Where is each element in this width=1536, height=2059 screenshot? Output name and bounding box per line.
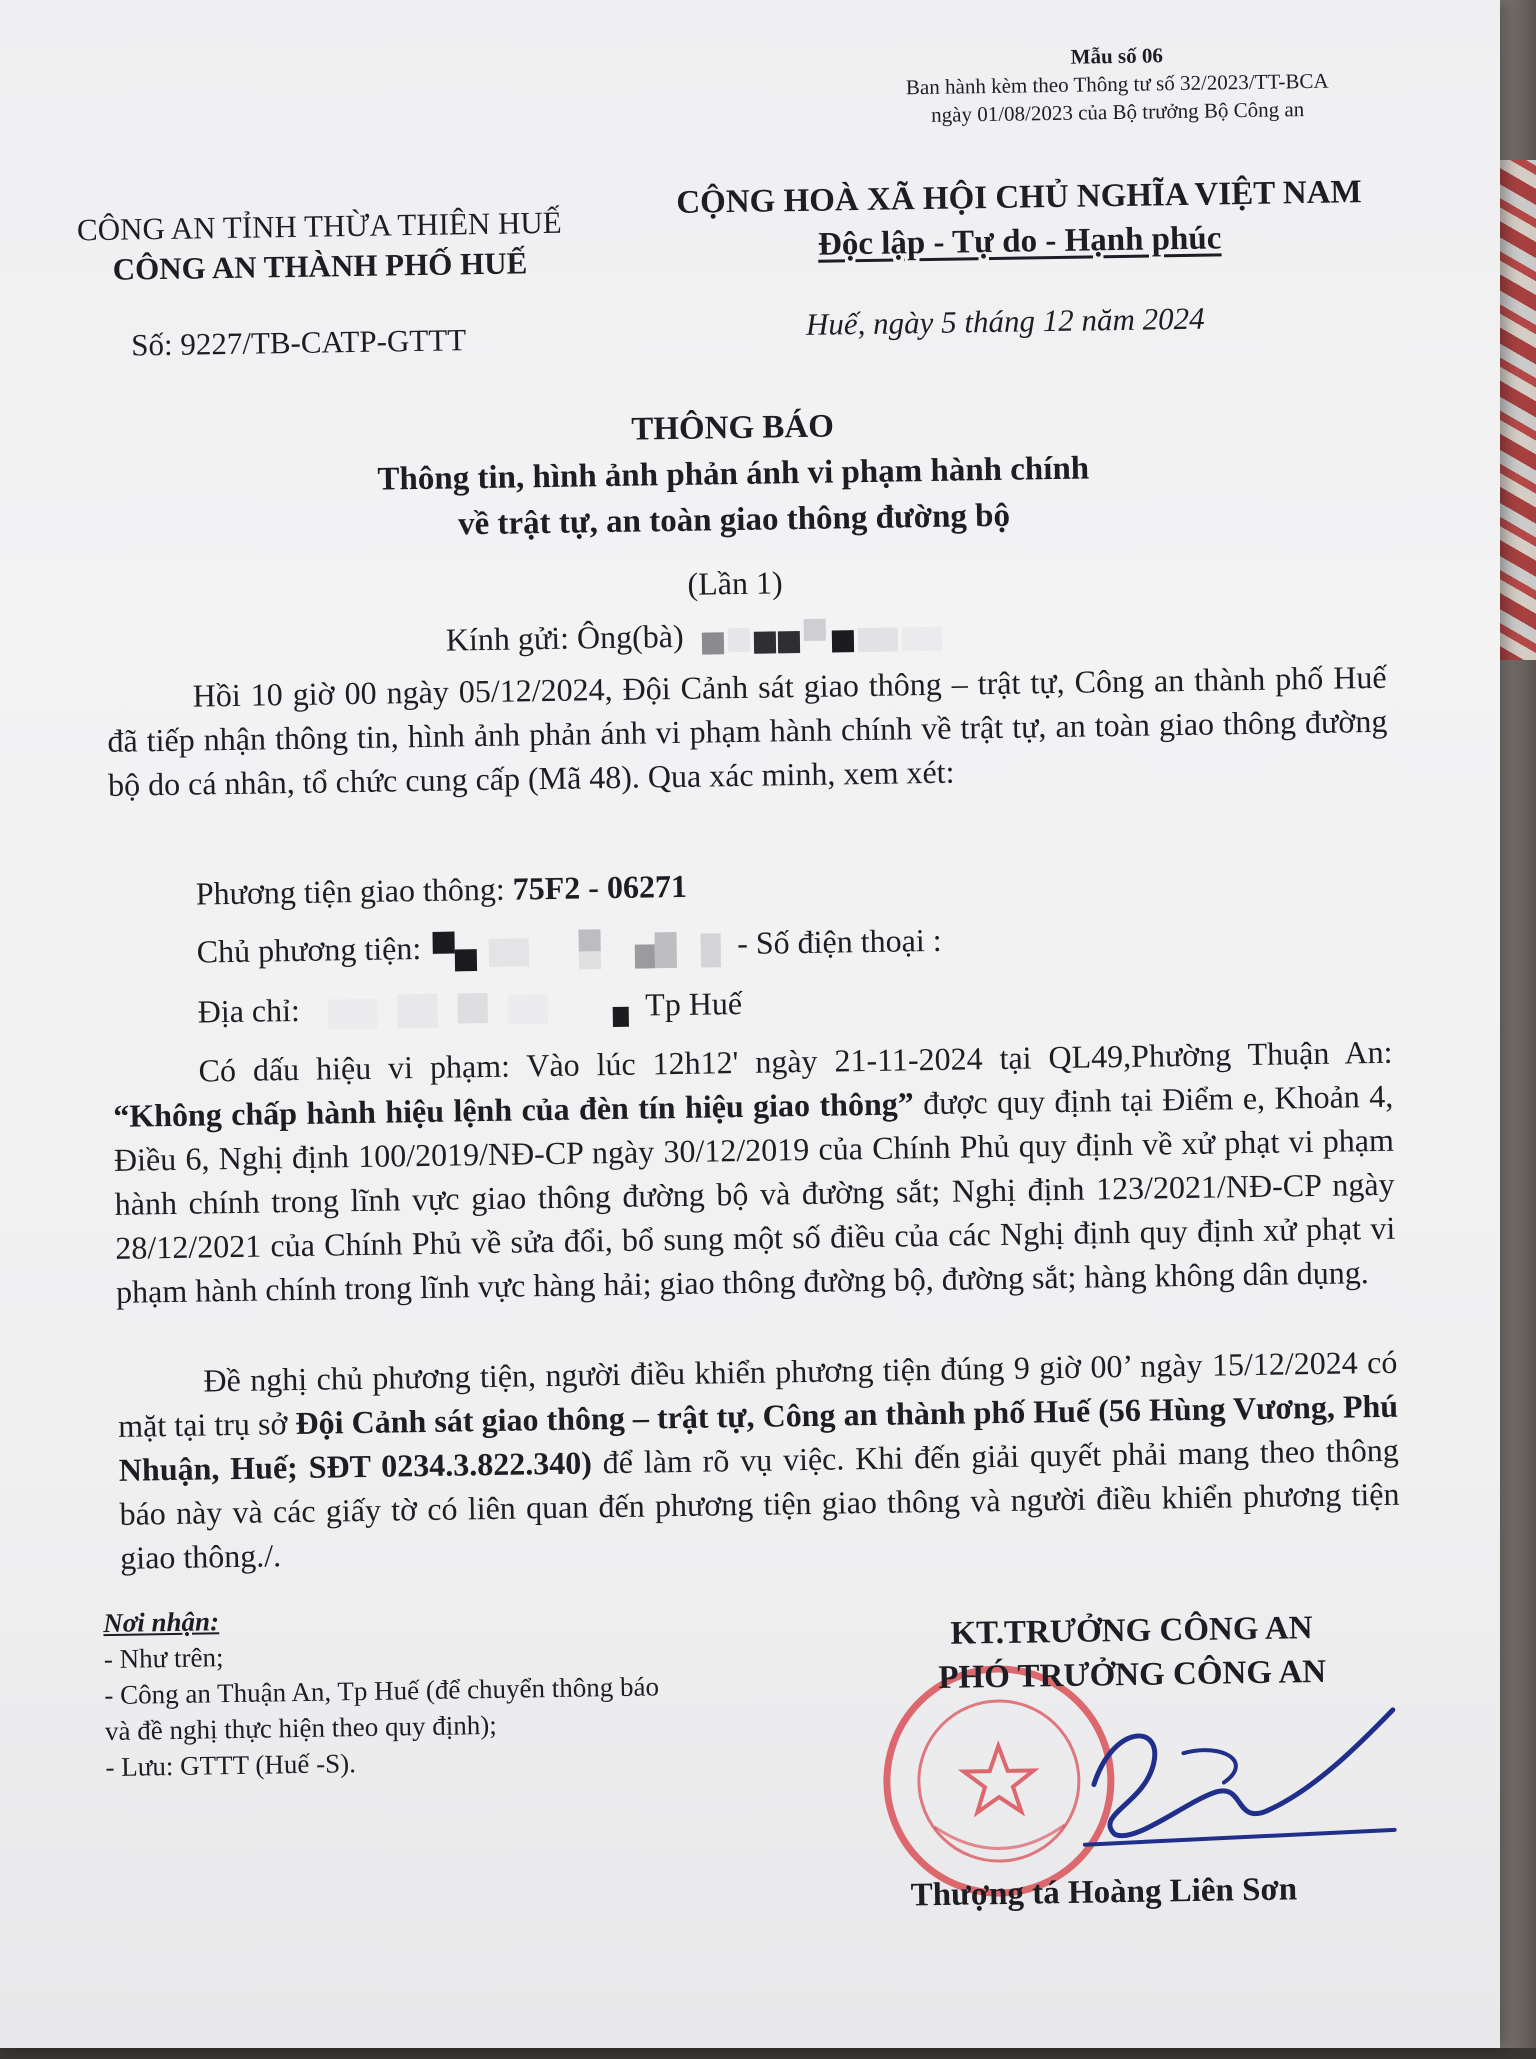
recipients-line1: - Như trên; [103,1642,224,1675]
paragraph-request [117,1340,1400,1580]
form-number: Mẫu số 06 [1070,43,1164,69]
title-line3: về trật tự, an toàn giao thông đường bộ [457,497,1011,543]
paragraph-intro: Hồi 10 giờ 00 ngày 05/12/2024, Đội Cảnh sát giao thông – trật tự, Công an thành phố Huế đã tiếp nhận thông tin, hình ảnh phản ánh vi phạm hành chính về trật tự, an toàn giao thông đường bộ do cá nhân, tổ chức cung cấp (Mã 48). Qua xác minh, xem xét: [107,658,1388,803]
recipients-block [103,1596,660,1785]
paragraph-violation [112,1030,1396,1314]
recipient-label: Kính gửi: Ông(bà) [445,617,684,658]
national-header [649,170,1390,270]
recipients-line4: - Lưu: GTTT (Huế -S). [105,1748,357,1783]
signer-line2: PHÓ TRƯỞNG CÔNG AN [938,1653,1327,1696]
recipients-line3: và đề nghị thực hiện theo quy định); [104,1709,497,1747]
recipients-line2: - Công an Thuận An, Tp Huế (để chuyển thông báo [104,1671,660,1711]
vehicle-field [196,868,688,913]
address-label: Địa chỉ: [197,991,301,1030]
vehicle-plate: 75F2 - 06271 [512,867,688,907]
document-number: Số: 9227/TB-CATP-GTTT [130,322,467,363]
signer-name: Thượng tá Hoàng Liên Sơn [910,1871,1298,1914]
document-date: Huế, ngày 5 tháng 12 năm 2024 [805,300,1205,342]
redacted-owner [429,927,730,972]
nation-name: CỘNG HOÀ XÃ HỘI CHỦ NGHĨA VIỆT NAM [676,174,1362,221]
request-part2: để làm rõ vụ việc. Khi đến giải quyết phải mang theo thông báo này và các giấy tờ có liên quan đến phương tiện giao thông và người điều khiển phương tiện giao thông./. [119,1431,1400,1576]
document-title [232,397,1234,551]
form-issued-line1: Ban hành kèm theo Thông tư số 32/2023/TT-BCA [905,68,1329,100]
nation-motto: Độc lập - Tự do - Hạnh phúc [817,220,1222,263]
title-main: THÔNG BÁO [631,408,835,448]
owner-label: Chủ phương tiện: [196,930,422,970]
address-city: Tp Huế [644,984,743,1023]
owner-field [196,922,941,975]
background-fabric [1496,160,1536,660]
recipients-title: Nơi nhận: [103,1606,220,1639]
vehicle-label: Phương tiện giao thông: [195,870,513,912]
phone-label: - Số điện thoại : [736,921,942,962]
redacted-name [691,616,952,658]
address-field [197,985,742,1035]
form-issued-line2: ngày 01/08/2023 của Bộ trưởng Bộ Công an [930,97,1305,127]
request-office: Đội Cảnh sát giao thông – trật tự, Công an thành phố Huế (56 Hùng Vương, Phú Nhuận, Huế; SĐT 0234.3.822.340) [118,1387,1399,1488]
agency-parent: CÔNG AN TỈNH THỪA THIÊN HUẾ [76,204,562,248]
handwritten-signature [1072,1680,1405,1855]
issuing-agency [49,202,590,290]
signer-line1: KT.TRƯỞNG CÔNG AN [950,1610,1313,1652]
violation-intro: Có dấu hiệu vi phạm: Vào lúc 12h12' ngày 21-11-2024 tại QL49,Phường Thuận An: [198,1033,1393,1089]
redacted-address [308,988,639,1033]
recipient-line [446,614,952,663]
attempt-number: (Lần 1) [687,564,783,602]
form-header [847,38,1388,130]
violation-legal-basis: được quy định tại Điểm e, Khoản 4, Điều 6, Nghị định 100/2019/NĐ-CP ngày 30/12/2019 của Chính Phủ quy định về xử phạt vi phạm hành chính trong lĩnh vực giao thông đường bộ và đường sắt; Nghị định 123/2021/NĐ-CP ngày 28/12/2021 của Chính Phủ về sửa đổi, bổ sung một số điều của các Nghị định quy định xử phạt vi phạm hành chính trong lĩnh vực hàng hải; giao thông đường bộ, đường sắt; hàng không dân dụng. [113,1077,1396,1310]
agency-name: CÔNG AN THÀNH PHỐ HUẾ [112,245,528,287]
violation-quote: “Không chấp hành hiệu lệnh của đèn tín hiệu giao thông” [113,1085,914,1134]
title-line2: Thông tin, hình ảnh phản ánh vi phạm hành chính [377,450,1090,498]
request-part1: Đề nghị chủ phương tiện, người điều khiển phương tiện đúng 9 giờ 00’ ngày 15/12/2024 có mặt tại trụ sở [117,1343,1398,1444]
